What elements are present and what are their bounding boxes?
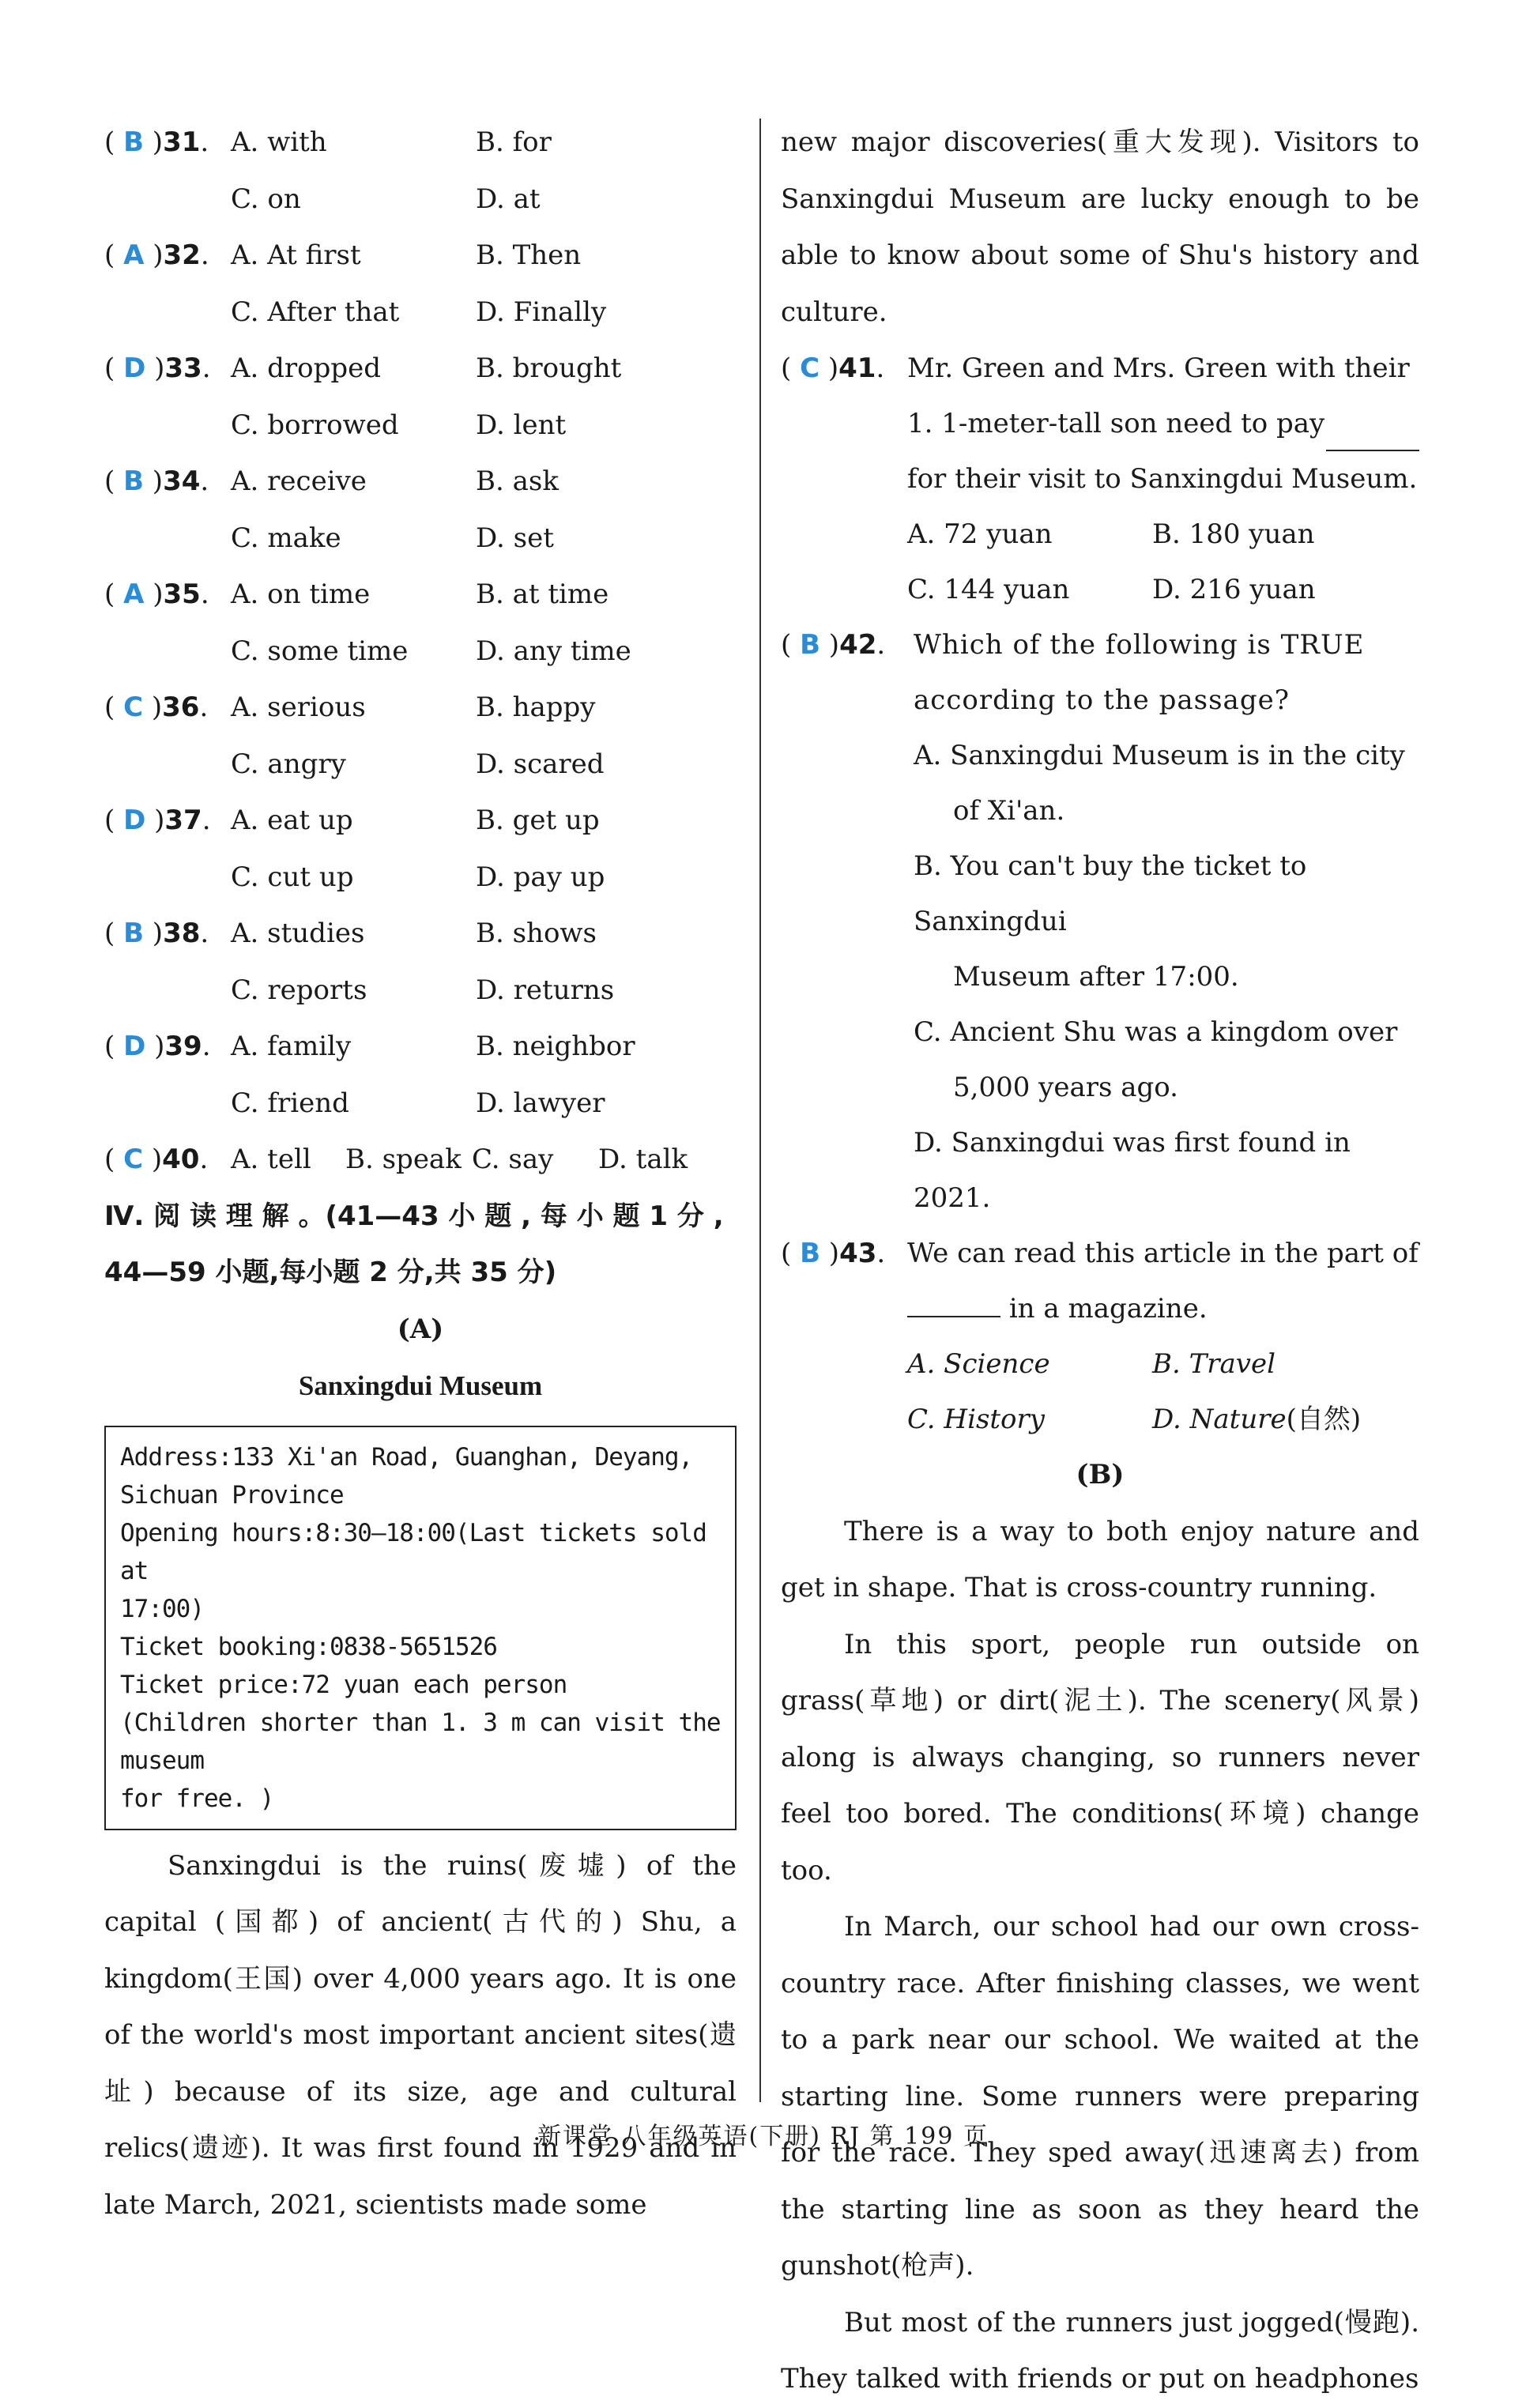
options-cd: [907, 1392, 1419, 1447]
question-40: ( C )40. A. tell B. speak C. say D. talk: [104, 1132, 737, 1189]
answer-mark: A: [123, 239, 145, 271]
question-text-cont: according to the passage?: [914, 684, 1290, 716]
question-32-options-cd: [104, 285, 737, 341]
option-c: C. cut up: [231, 861, 354, 893]
info-children-cont: for free. ): [120, 1784, 274, 1813]
answer-mark: C: [800, 352, 820, 384]
column-divider: [759, 119, 761, 2102]
question-number: 33: [164, 352, 202, 384]
info-price: Ticket price:72 yuan each person: [120, 1670, 567, 1699]
question-33: ( D )33. A. dropped B. brought: [104, 341, 737, 398]
option-d: D. talk: [598, 1144, 688, 1175]
question-number: 40: [162, 1144, 200, 1175]
option-c: C. say: [472, 1144, 554, 1175]
part-b-label: (B): [1076, 1459, 1125, 1490]
option-d: D. Nature(自然): [1152, 1404, 1362, 1435]
option-c: C. reports: [231, 974, 367, 1006]
option-a: A. family: [231, 1031, 352, 1062]
option-d-note: (自然): [1286, 1404, 1362, 1435]
options-ab: [907, 507, 1419, 562]
option-b: B. Then: [476, 239, 582, 271]
question-37-options-cd: [104, 850, 737, 906]
question-number: 34: [163, 465, 201, 497]
answer-mark: B: [123, 465, 144, 497]
section-heading: Ⅳ. 阅 读 理 解 。(41—43 小 题 , 每 小 题 1 分 ,: [104, 1200, 724, 1232]
option-a: A. receive: [231, 465, 367, 497]
page-footer: 新课堂 八年级英语(下册) RJ 第 199 页: [537, 2123, 989, 2150]
passage-b-paragraph-2: In this sport, people run outside on grass(草地) or dirt(泥土). The scenery(风景) along is always changing, so runners never feel too bored. The conditions(环境) change too.: [781, 1628, 1419, 1886]
museum-info-box: [104, 1426, 737, 1830]
left-column: [104, 115, 737, 2233]
question-text-cont: for their visit to Sanxingdui Museum.: [907, 463, 1418, 495]
question-35-options-cd: [104, 624, 737, 680]
answer-mark: C: [123, 1144, 144, 1175]
question-number: 35: [163, 578, 201, 610]
option-d: D. any time: [476, 635, 631, 667]
question-33-options-cd: [104, 398, 737, 454]
question-number: 38: [163, 918, 201, 949]
option-a: A. serious: [231, 691, 366, 723]
option-a: A. with: [231, 126, 327, 158]
option-d: D. Sanxingdui was first found in 2021.: [914, 1127, 1351, 1214]
option-c: C. friend: [231, 1087, 349, 1119]
answer-mark: C: [123, 691, 144, 723]
passage-a-continued: new major discoveries(重大发现). Visitors to Sanxingdui Museum are lucky enough to be able to know about some of Shu's history and culture.: [781, 126, 1419, 328]
option-b: B. brought: [476, 352, 622, 384]
option-d: D. 216 yuan: [1152, 574, 1316, 605]
info-hours: Opening hours:8:30—18:00(Last tickets sold at: [120, 1518, 706, 1585]
option-d: D. at: [476, 183, 541, 215]
option-b: B. ask: [476, 465, 559, 497]
option-b: B. for: [476, 126, 552, 158]
question-39: ( D )39. A. family B. neighbor: [104, 1019, 737, 1076]
question-number: 41: [838, 352, 876, 384]
option-c: C. borrowed: [231, 409, 399, 441]
option-b: B. You can't buy the ticket to Sanxingdui Museum after 17:00.: [914, 850, 1307, 993]
answer-mark: D: [123, 1031, 146, 1062]
option-a: A. At first: [231, 239, 361, 271]
question-36: ( C )36. A. serious B. happy: [104, 680, 737, 737]
option-b: B. shows: [476, 918, 597, 949]
question-43: ( B )43. We can read this article in the part of in a magazine. A. Science B. Travel C. History D. Nature(自然): [781, 1226, 1419, 1447]
answer-mark: D: [123, 805, 146, 836]
question-42: ( B )42. Which of the following is TRUE according to the passage? A. Sanxingdui Museum is in the city of Xi'an. B. You can't buy the ticket to Sanxingdui Museum after 17:00. C. Ancient Shu was a kingdom over 5,000 years ago. D. Sanxingdui was first found in 2021.: [781, 617, 1419, 1226]
question-38: ( B )38. A. studies B. shows: [104, 906, 737, 963]
question-32: ( A )32. A. At first B. Then: [104, 228, 737, 285]
option-b: B. neighbor: [476, 1031, 635, 1062]
question-text-cont: 1. 1-meter-tall son need to pay: [907, 396, 1419, 451]
option-c: C. angry: [231, 748, 346, 780]
passage-b-paragraph-1: There is a way to both enjoy nature and get in shape. That is cross-country running.: [781, 1515, 1419, 1603]
option-d: D. returns: [476, 974, 615, 1006]
question-number: 36: [162, 691, 200, 723]
info-children: (Children shorter than 1. 3 m can visit the museum: [120, 1708, 721, 1775]
info-address-cont: Sichuan Province: [120, 1480, 344, 1509]
answer-mark: B: [800, 1238, 820, 1269]
answer-mark: B: [123, 126, 144, 158]
question-34-options-cd: [104, 511, 737, 567]
options-cd: [907, 562, 1419, 617]
passage-a-paragraph: Sanxingdui is the ruins(废墟) of the capital (国都) of ancient(古代的) Shu, a kingdom(王国) over 4,000 years ago. It is one of the world's most important ancient sites(遗址) because of its size, age and cultural relics(遗迹). It was first found in 1929 and in late March, 2021, scientists made some: [104, 1849, 737, 2221]
option-a: A. tell: [231, 1144, 311, 1175]
question-39-options-cd: [104, 1076, 737, 1132]
answer-blank: [907, 1292, 1000, 1317]
question-38-options-cd: [104, 963, 737, 1019]
question-31-options-cd: [104, 171, 737, 228]
question-text-cont: in a magazine.: [907, 1281, 1419, 1336]
cloze-options-list: [104, 115, 737, 1132]
passage-b-paragraph-3: In March, our school had our own cross-country race. After finishing classes, we went to a park near our school. We waited at the starting line. Some runners were preparing for the race. They sped away(迅速离去) from the starting line as soon as they heard the gunshot(枪声).: [781, 1911, 1419, 2282]
question-number: 32: [163, 239, 201, 271]
option-b: B. at time: [476, 578, 609, 610]
option-c: C. History: [907, 1404, 1045, 1435]
answer-mark: A: [123, 578, 145, 610]
info-hours-cont: 17:00): [120, 1594, 204, 1623]
option-d: D. scared: [476, 748, 605, 780]
question-number: 39: [164, 1031, 202, 1062]
option-d: D. set: [476, 522, 554, 554]
section-heading-cont: 44—59 小题,每小题 2 分,共 35 分): [104, 1257, 557, 1288]
question-text: Which of the following is TRUE: [914, 629, 1365, 661]
right-column: [781, 115, 1419, 2408]
option-a: A. eat up: [231, 805, 353, 836]
option-a: A. Science: [907, 1348, 1050, 1380]
answer-blank: [1326, 426, 1419, 451]
option-b: B. 180 yuan: [1152, 518, 1315, 550]
option-d: D. lent: [476, 409, 567, 441]
question-36-options-cd: [104, 737, 737, 793]
option-d: D. Finally: [476, 296, 607, 328]
option-a: A. studies: [231, 918, 365, 949]
option-c: C. some time: [231, 635, 409, 667]
question-number: 31: [163, 126, 201, 158]
part-a-label: (A): [397, 1313, 444, 1345]
question-31: ( B )31. A. with B. for: [104, 115, 737, 171]
article-title: Sanxingdui Museum: [298, 1370, 543, 1401]
options-ab: [907, 1336, 1419, 1392]
question-number: 37: [164, 805, 202, 836]
option-c: C. 144 yuan: [907, 574, 1070, 605]
question-37: ( D )37. A. eat up B. get up: [104, 793, 737, 850]
passage-b-paragraph-4: But most of the runners just jogged(慢跑). They talked with friends or put on headphones: [781, 2306, 1419, 2395]
option-a: A. 72 yuan: [907, 518, 1053, 550]
question-number: 42: [839, 629, 877, 661]
option-c: C. After that: [231, 296, 400, 328]
option-b: B. happy: [476, 691, 596, 723]
option-c: C. on: [231, 183, 301, 215]
question-34: ( B )34. A. receive B. ask: [104, 454, 737, 511]
option-b: B. speak: [345, 1144, 462, 1175]
question-text: We can read this article in the part of: [907, 1238, 1419, 1269]
question-number: 43: [839, 1238, 877, 1269]
question-text: Mr. Green and Mrs. Green with their: [907, 352, 1410, 384]
answer-mark: B: [800, 629, 820, 661]
option-b: B. Travel: [1152, 1348, 1276, 1380]
answer-mark: D: [123, 352, 146, 384]
question-41: ( C )41. Mr. Green and Mrs. Green with their 1. 1-meter-tall son need to pay for their visit to Sanxingdui Museum. A. 72 yuan B. 180 yuan C. 144 yuan D. 216 yuan: [781, 341, 1419, 617]
answer-mark: B: [123, 918, 144, 949]
option-b: B. get up: [476, 805, 600, 836]
option-c: C. make: [231, 522, 341, 554]
info-booking: Ticket booking:0838-5651526: [120, 1632, 497, 1661]
option-a: A. dropped: [231, 352, 382, 384]
question-35: ( A )35. A. on time B. at time: [104, 567, 737, 624]
option-a: A. on time: [231, 578, 371, 610]
option-c: C. Ancient Shu was a kingdom over 5,000 years ago.: [914, 1016, 1398, 1103]
option-d: D. pay up: [476, 861, 605, 893]
option-a: A. Sanxingdui Museum is in the city of Xi'an.: [914, 740, 1405, 827]
info-address: Address:133 Xi'an Road, Guanghan, Deyang,: [120, 1442, 693, 1472]
option-d: D. lawyer: [476, 1087, 605, 1119]
